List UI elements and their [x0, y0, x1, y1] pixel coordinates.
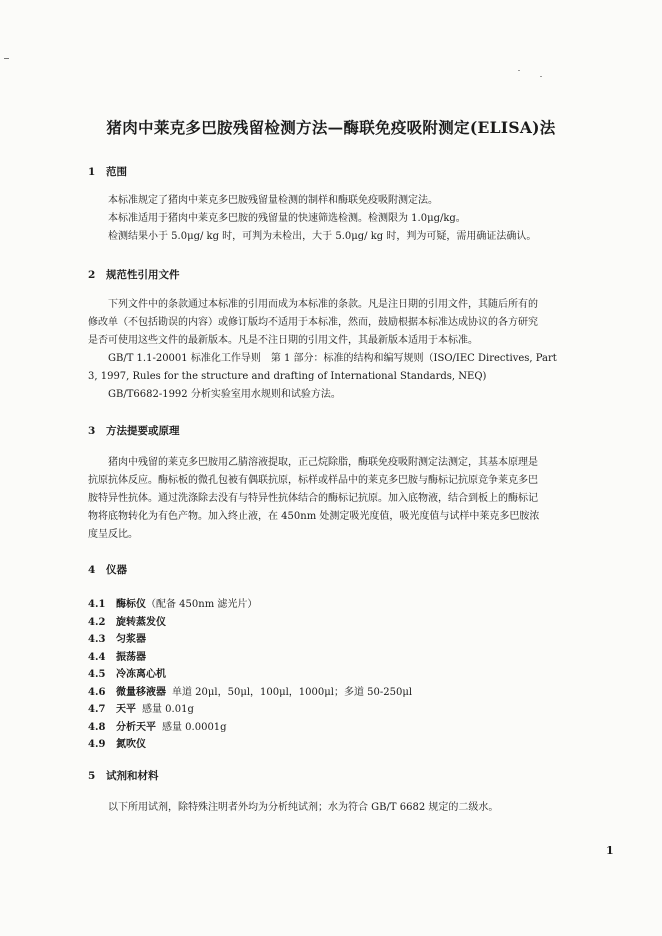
- list-item: 4.5 冷冻离心机: [88, 669, 166, 680]
- paragraph-line: GB/T 1.1-20001 标准化工作导则 第 1 部分：标准的结构和编写规则（ISO/IEC Directives, Part: [108, 353, 557, 364]
- section-principle-body: [88, 454, 614, 544]
- paragraph-line: 3, 1997, Rules for the structure and drafting of International Standards, NEQ): [88, 371, 487, 382]
- paragraph-line: 胺特异性抗体。通过洗涤除去没有与特异性抗体结合的酶标记抗原。加入底物液，结合到板上的酶标记: [88, 493, 538, 504]
- paragraph-line: 本标准适用于猪肉中莱克多巴胺的残留量的快速筛选检测。检测限为 1.0μg/kg。: [108, 213, 466, 224]
- paragraph-line: 本标准规定了猪肉中莱克多巴胺残留量检测的制样和酶联免疫吸附测定法。: [108, 195, 438, 206]
- list-item: 4.4 振荡器: [88, 651, 146, 663]
- paragraph-line: 抗原抗体反应。酶标板的微孔包被有偶联抗原，标样或样品中的莱克多巴胺与酶标记抗原竞争莱克多巴: [88, 475, 538, 486]
- scan-mark: [4, 58, 9, 59]
- list-item: 4.1 酶标仪（配备 450nm 滤光片）: [88, 599, 258, 610]
- paragraph-line: 以下所用试剂，除特殊注明者外均为分析纯试剂；水为符合 GB/T 6682 规定的二级水。: [108, 802, 499, 813]
- section-heading-reagents: 5 试剂和材料: [88, 770, 159, 782]
- paragraph-line: 物将底物转化为有色产物。加入终止液，在 450nm 处测定吸光度值，吸光度值与试样中莱克多巴胺浓: [88, 511, 540, 522]
- document-title: 猪肉中莱克多巴胺残留检测方法—酶联免疫吸附测定(ELISA)法: [106, 118, 556, 137]
- list-item: 4.3 匀浆器: [88, 634, 146, 645]
- list-item: 4.9 氮吹仪: [88, 739, 146, 750]
- instrument-list: [88, 596, 618, 754]
- scan-speck: [540, 76, 542, 77]
- scan-speck: [518, 70, 520, 71]
- section-references-body: [88, 296, 614, 404]
- section-heading-references: 2 规范性引用文件: [88, 269, 180, 281]
- paragraph-line: 猪肉中残留的莱克多巴胺用乙腈溶液提取，正己烷除脂，酶联免疫吸附测定法测定，其基本原理是: [108, 457, 538, 468]
- paragraph-line: 度呈反比。: [88, 529, 138, 540]
- paragraph-line: 修改单（不包括勘误的内容）或修订版均不适用于本标准，然而，鼓励根据本标准达成协议的各方研究: [88, 317, 538, 328]
- section-heading-scope: 1 范围: [88, 166, 127, 178]
- paragraph-line: GB/T6682-1992 分析实验室用水规则和试验方法。: [108, 389, 341, 400]
- paragraph-line: 是否可使用这些文件的最新版本。凡是不注日期的引用文件，其最新版本适用于本标准。: [88, 335, 478, 346]
- section-heading-principle: 3 方法提要或原理: [88, 425, 180, 437]
- section-heading-instruments: 4 仪器: [88, 564, 127, 576]
- page-number: 1: [606, 844, 614, 857]
- list-item: 4.6 微量移液器 单道 20μl，50μl，100μl，1000μl；多道 50-250μl: [88, 686, 413, 698]
- section-reagents-body: [88, 799, 614, 817]
- paragraph-line: 检测结果小于 5.0μg/ kg 时，可判为未检出，大于 5.0μg/ kg 时，判为可疑，需用确证法确认。: [108, 231, 537, 242]
- section-scope-body: [88, 192, 614, 246]
- list-item: 4.8 分析天平 感量 0.0001g: [88, 721, 227, 733]
- paragraph-line: 下列文件中的条款通过本标准的引用而成为本标准的条款。凡是注日期的引用文件，其随后所有的: [108, 299, 538, 310]
- list-item: 4.2 旋转蒸发仪: [88, 616, 166, 628]
- list-item: 4.7 天平 感量 0.01g: [88, 704, 194, 715]
